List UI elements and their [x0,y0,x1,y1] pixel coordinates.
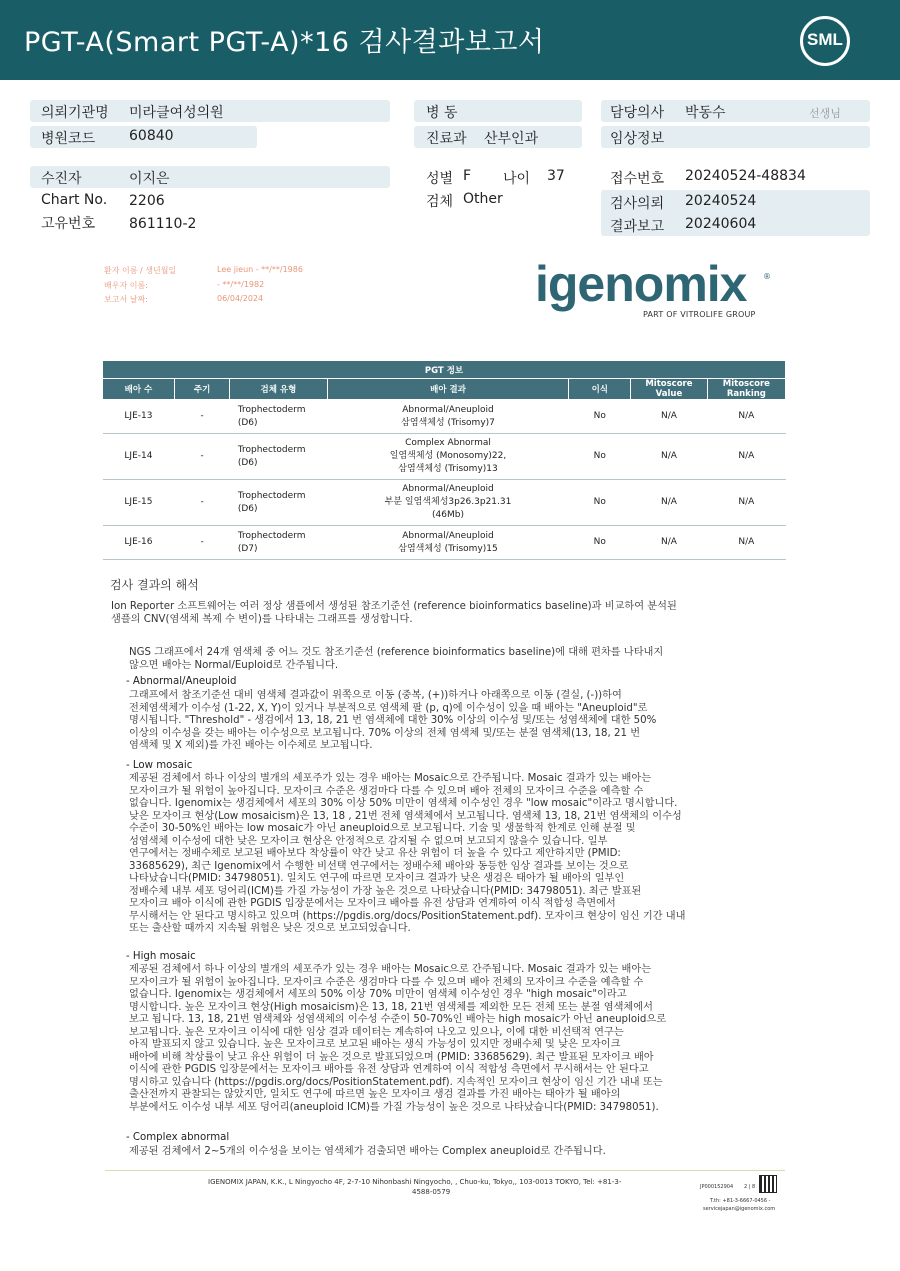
text-line: 그래프에서 참조기준선 대비 염색체 결과값이 위쪽으로 이동 (중복, (+))하거나 아래쪽으로 이동 (결실, (-))하여 [129,690,622,701]
result-line: (46Mb) [432,510,464,520]
dept-value: 산부인과 [484,131,539,147]
igenomix-logo [535,258,775,328]
result-line: Abnormal/Aneuploid [402,404,494,415]
row-type: Trophectoderm (D6) [230,480,327,526]
text-line: 무시해서는 안 된다고 명시하고 있으며 (https://pgdis.org/docs/PositionStatement.pdf). 모자이크 현상이 임신 기간 내내 [129,910,686,922]
text-line: 전체염색체가 이수성 (1-22, X, Y)이 있거나 부분적으로 염색체 팔 (p, q)에 이수성이 있을 때 배아는 "Aneuploid"로 [129,702,648,714]
row-cycle: - [174,434,229,480]
age-value: 37 [547,168,565,184]
row-cycle: - [174,480,229,526]
row-transfer: No [569,480,631,526]
report-title: PGT-A(Smart PGT-A)*16 검사결과보고서 [24,27,545,58]
hospital-code-value: 60840 [129,128,174,144]
text-line: 염색체 및 X 제외)를 가진 배아는 이수체로 보고됩니다. [129,740,373,751]
registered-mark: ® [763,272,771,281]
uid-label: 고유번호 [41,216,96,232]
institution-value: 미라클여성의원 [129,105,224,121]
row-id: LJE-15 [103,480,175,526]
low-mosaic-heading: - Low mosaic [126,760,193,771]
igenomix-wordmark: igenomix [535,256,747,312]
text-line: 배아에 비해 착상률이 낮고 유산 위험이 더 높은 것으로 발표되었으며 (PMID: 33685629). 최근 발표된 모자이크 배아 [129,1051,654,1063]
table-row [103,400,786,434]
complex-heading: - Complex abnormal [126,1132,230,1143]
text-line: 성염색체 이수성에 대한 낮은 모자이크 현상은 안정적으로 감지될 수 없으며 보고되지 않을수 있습니다. 일부 [129,835,608,847]
text-line: 이식에 관한 PGDIS 입장문에서는 모자이크 배아를 유전 상담과 연계하여 이식 적합성 측면에서 무시해서는 안 된다고 [129,1064,649,1075]
meta-report-date-value: 06/04/2024 [217,294,264,303]
text-line: 모자이크 배아 이식에 관한 PGDIS 입장문에서는 모자이크 배아를 유전 상담과 연계하여 이식 적합성 측면에서 [129,898,616,909]
text-line: NGS 그래프에서 24개 염색체 중 어느 것도 참조기준선 (reference bioinformatics baseline)에 대해 편차를 나타내지 [129,647,664,658]
table-row [103,480,786,526]
text-line: 보고됩니다. 높은 모자이크 이식에 대한 임상 결과 데이터는 계속하여 나오고 있으나, 이에 대한 비선택적 연구는 [129,1026,624,1038]
footer-page: 2 | 8 [744,1184,756,1190]
result-line: 부분 일염색체성3p26.3p21.31 [384,497,512,507]
text-line: 이상의 이수성을 갖는 배아는 이수성으로 보고됩니다. 70% 이상의 전체 염색체 및/또는 분절 염색체(13, 18, 21 번 [129,727,641,739]
text-line: 또는 출산할 때까지 지속될 위험은 낮은 것으로 보고되었습니다. [129,923,411,934]
row-id: LJE-14 [103,434,175,480]
col-result: 배아 결과 [327,379,569,400]
table-row [103,434,786,480]
result-line: 삼염색체성 (Trisomy)7 [401,417,495,428]
col-transfer: 이식 [569,379,631,400]
chart-value: 2206 [129,193,165,209]
aneuploid-paragraph [129,690,656,753]
text-line: 제공된 검체에서 2~5개의 이수성을 보이는 염색체가 검출되면 배아는 Complex aneuploid로 간주됩니다. [129,1146,606,1157]
uid-value: 861110-2 [129,216,197,232]
text-line: 명시하고 있습니다 (https://pgdis.org/docs/PositionStatement.pdf). 지속적인 모자이크 현상이 임신 기간 내내 또는 [129,1076,663,1088]
meta-report-date-label: 보고서 날짜: [104,295,148,304]
text-line: 아직 발표되지 않고 있습니다. 높은 모자이크로 보고된 배아는 생식 가능성이 있지만 정배수체 및 낮은 모자이크 [129,1039,621,1050]
row-type: Trophectoderm (D6) [230,400,327,434]
doctor-value: 박동수 [685,105,726,121]
row-id: LJE-16 [103,526,175,560]
specimen-label: 검체 [426,194,454,210]
text-line: 낮은 모자이크 현상(Low mosaicism)은 13, 18 , 21번 전체 염색체에서 보고됩니다. 염색체 13, 18, 21번 염색체의 이수성 [129,810,682,822]
text-line: 명시됩니다. "Threshold" - 생검에서 13, 18, 21 번 염색체에 대한 30% 이상의 이수성 및/또는 성염색체에 대한 50% [129,715,657,726]
low-mosaic-paragraph [129,773,685,936]
text-line: 33685629), 최근 Igenomix에서 수행한 비선택 연구에서는 정배수체 배아와 동등한 임상 결과를 보이는 것으로 [129,860,629,872]
footer-address-cont: 4588-0579 [412,1188,451,1196]
patient-pill [30,166,390,188]
row-transfer: No [569,434,631,480]
ngs-paragraph [129,647,663,672]
report-header [0,0,900,80]
text-line: 샘플의 CNV(염색체 복제 수 변이)를 나타내는 그래프를 생성합니다. [111,613,413,625]
specimen-value: Other [463,191,503,207]
row-mito-rank: N/A [707,400,785,434]
text-line: 모자이크가 될 위험이 높아집니다. 모자이크 수준은 생검마다 다를 수 있으며 배아 전체의 모자이크 수준을 예측할 수 [129,785,644,797]
table-row [103,526,786,560]
report-date-value: 20240604 [685,216,757,232]
col-embryo: 배아 수 [103,379,175,400]
text-line: 부분에서도 이수성 내부 세포 덩어리(aneuploid ICM)를 가질 가능성이 높은 것으로 나타났습니다(PMID: 34798051). [129,1101,659,1113]
result-line: 삼염색체성 (Trisomy)13 [398,464,498,474]
ward-label: 병 동 [426,105,458,121]
sex-label: 성별 [426,171,454,187]
footer-contact-email: servicejapan@igenomix.com [703,1206,776,1212]
chart-label: Chart No. [41,192,108,208]
igenomix-tagline: PART OF VITROLIFE GROUP [643,310,756,319]
meta-spouse-value: - **/**/1982 [217,280,265,289]
meta-patient-label: 환자 이름 / 생년월일 [104,266,177,275]
patient-label: 수진자 [41,171,82,187]
row-mito-value: N/A [631,480,708,526]
sml-logo [800,16,850,66]
text-line: 나타났습니다(PMID: 34798051). 일치도 연구에 따르면 모자이크 결과가 낮은 생검은 태아가 될 배아의 일부인 [129,873,625,884]
text-line: Ion Reporter 소프트웨어는 여러 정상 샘플에서 생성된 참조기준선 (reference bioinformatics baseline)과 비교하여 분석된 [111,601,677,612]
row-result [327,526,569,560]
patient-value: 이지은 [129,171,170,187]
age-label: 나이 [503,171,531,187]
sex-value: F [463,168,472,184]
text-line: 모자이크가 될 위험이 높아집니다. 모자이크 수준은 생검마다 다를 수 있으며 배아 전체의 모자이크 수준을 예측할 수 [129,976,644,988]
result-line: Complex Abnormal [405,438,491,448]
doctor-suffix: 선생님 [809,107,841,120]
table-title: PGT 정보 [103,361,786,379]
report-date-label: 결과보고 [610,219,665,235]
text-line: 보고 됩니다. 13, 18, 21번 염색체와 성염색체의 이수성 수준이 50-70%인 배아는 high mosaic가 아닌 aneuploid으로 [129,1014,667,1025]
row-transfer: No [569,526,631,560]
text-line: 제공된 검체에서 하나 이상의 별개의 세포주가 있는 경우 배아는 Mosaic으로 간주됩니다. Mosaic 결과가 있는 배아는 [129,964,652,975]
row-transfer: No [569,400,631,434]
row-id: LJE-13 [103,400,175,434]
row-result [327,400,569,434]
meta-patient-value: Lee jieun - **/**/1986 [217,265,303,274]
row-mito-rank: N/A [707,434,785,480]
result-line: 일염색체성 (Monosomy)22, [389,451,507,461]
request-label: 검사의뢰 [610,196,665,212]
high-mosaic-heading: - High mosaic [126,951,196,962]
clinical-label: 임상정보 [610,131,665,147]
interpretation-title: 검사 결과의 해석 [110,578,199,592]
col-mito-rank: Mitoscore Ranking [707,379,785,400]
row-mito-value: N/A [631,434,708,480]
col-mito-value: Mitoscore Value [631,379,708,400]
institution-label: 의뢰기관명 [41,105,109,121]
row-result [327,480,569,526]
hospital-code-label: 병원코드 [41,131,96,147]
row-mito-value: N/A [631,400,708,434]
row-mito-value: N/A [631,526,708,560]
dept-label: 진료과 [426,131,467,147]
result-line: Abnormal/Aneuploid [402,530,494,541]
aneuploid-heading: - Abnormal/Aneuploid [126,676,237,687]
receipt-label: 접수번호 [610,171,665,187]
row-mito-rank: N/A [707,526,785,560]
row-cycle: - [174,526,229,560]
text-line: 없습니다. Igenomix는 생검체에서 세포의 30% 이상 50% 미만이 염색체 이수성인 경우 "low mosaic"이라고 명시합니다. [129,798,678,809]
result-line: Abnormal/Aneuploid [402,484,494,494]
text-line: 제공된 검체에서 하나 이상의 별개의 세포주가 있는 경우 배아는 Mosaic으로 간주됩니다. Mosaic 결과가 있는 배아는 [129,773,652,784]
row-type: Trophectoderm (D7) [230,526,327,560]
col-type: 검체 유형 [230,379,327,400]
request-value: 20240524 [685,193,757,209]
col-cycle: 주기 [174,379,229,400]
row-mito-rank: N/A [707,480,785,526]
text-line: 출산전까지 관찰되는 않았지만, 일치도 연구에 따르면 높은 모자이크 생검 결과를 가진 배아는 태아가 될 배아의 [129,1089,621,1100]
row-type: Trophectoderm (D6) [230,434,327,480]
qr-code-icon [760,1176,776,1192]
complex-paragraph [129,1146,606,1159]
pgt-results-table [102,360,786,560]
text-line: 정배수체 내부 세포 덩어리(ICM)를 가질 가능성이 가장 높은 것으로 나타났습니다(PMID: 34798051). 최근 발표된 [129,885,642,897]
text-line: 없습니다. Igenomix는 생검체에서 세포의 50% 이상 70% 미만이 염색체 이수성인 경우 "high mosaic"이라고 [129,989,627,1000]
high-mosaic-paragraph [129,964,666,1114]
result-line: 삼염색체성 (Trisomy)15 [398,543,498,554]
doctor-label: 담당의사 [610,105,665,121]
text-line: 연구에서는 정배수체로 보고된 배아보다 착상률이 약간 낮고 유산 위험이 더 높을 수 있다고 제안하지만 (PMID: [129,848,621,859]
footer-divider [105,1170,785,1171]
text-line: 수준이 30-50%인 배아는 low mosaic가 아닌 aneuploid으로 보고됩니다. 기술 및 생물학적 한계로 인해 분절 및 [129,823,636,834]
text-line: 않으면 배아는 Normal/Euploid로 간주됩니다. [129,659,339,671]
footer-doc-code: JP000152904 [700,1184,734,1190]
row-result [327,434,569,480]
row-cycle: - [174,400,229,434]
footer-address: IGENOMIX JAPAN, K.K., L Ningyocho 4F, 2-7-10 Nihonbashi Ningyocho, , Chuo-ku, Tokyo,, 103-0013 TOKYO, Tel: +81-3- [208,1178,622,1186]
footer-contact-phone: T.th: +81-3-6667-0456 - [710,1198,771,1204]
sml-logo-text: SML [807,30,843,49]
meta-spouse-label: 배우자 이름: [104,281,148,290]
intro-paragraph [111,601,677,626]
text-line: 명시합니다. 높은 모자이크 현상(High mosaicism)은 13, 18, 21번 염색체를 제외한 모든 전체 또는 분절 염색체에서 [129,1001,653,1013]
receipt-value: 20240524-48834 [685,168,806,184]
